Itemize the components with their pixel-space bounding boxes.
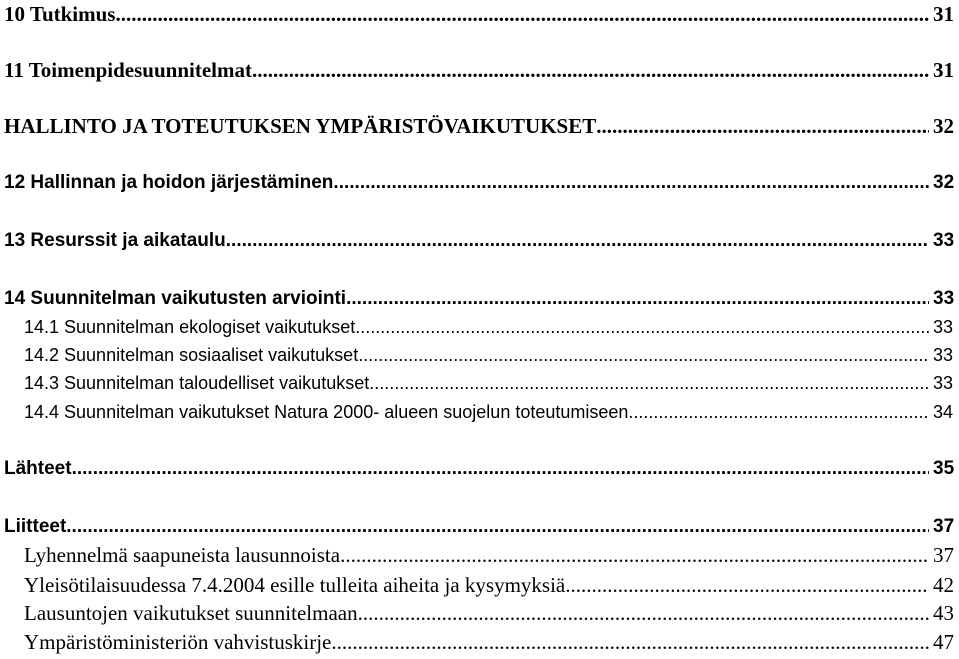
toc-entry-liitteet[interactable]: [4, 515, 959, 539]
toc-entry-page: 33: [933, 317, 954, 337]
toc-entry-title: 14.3 Suunnitelman taloudelliset vaikutukset: [24, 373, 370, 393]
dot-leader: [331, 630, 929, 654]
dot-leader: [628, 400, 929, 424]
toc-entry-page: 34: [933, 402, 954, 422]
toc-entry-natura-2000[interactable]: [24, 400, 959, 424]
dot-leader: [596, 114, 929, 138]
toc-entry-lausuntojen-vaikutukset[interactable]: [24, 601, 959, 625]
toc-entry-title: Lähteet: [4, 458, 72, 479]
toc-entry-title: 14.1 Suunnitelman ekologiset vaikutukset: [24, 317, 356, 337]
toc-entry-page: 32: [933, 114, 954, 138]
toc-entry-ekologiset[interactable]: [24, 315, 959, 339]
toc-entry-title: 13 Resurssit ja aikataulu: [4, 230, 226, 251]
dot-leader: [355, 315, 929, 339]
dot-leader: [565, 573, 929, 597]
toc-entry-vahvistuskirje[interactable]: [24, 630, 959, 654]
toc-entry-title: 14.4 Suunnitelman vaikutukset Natura 2000- alueen suojelun toteutumiseen: [24, 402, 629, 422]
toc-entry-tutkimus[interactable]: [4, 2, 959, 26]
toc-entry-page: 37: [933, 543, 954, 567]
dot-leader: [346, 287, 929, 311]
toc-entry-title: Lausuntojen vaikutukset suunnitelmaan: [24, 601, 358, 625]
toc-entry-title: 14.2 Suunnitelman sosiaaliset vaikutukset: [24, 345, 359, 365]
toc-entry-lyhennelma[interactable]: [24, 543, 959, 567]
toc-entry-hallinnan-jarjestaminen[interactable]: [4, 171, 959, 195]
toc-entry-page: 33: [933, 288, 955, 309]
toc-entry-page: 43: [933, 601, 954, 625]
toc-entry-page: 37: [933, 516, 955, 537]
toc-entry-title: Ympäristöministeriön vahvistuskirje: [24, 630, 332, 654]
dot-leader: [72, 457, 929, 481]
toc-entry-title: 12 Hallinnan ja hoidon järjestäminen: [4, 172, 334, 193]
dot-leader: [115, 2, 929, 26]
toc-entry-title: Yleisötilaisuudessa 7.4.2004 esille tulleita aiheita ja kysymyksiä: [24, 573, 566, 597]
toc-entry-lahteet[interactable]: [4, 457, 959, 481]
toc-entry-page: 33: [933, 345, 954, 365]
dot-leader: [369, 371, 929, 395]
toc-entry-title: Lyhennelmä saapuneista lausunnoista: [24, 543, 341, 567]
dot-leader: [333, 171, 929, 195]
toc-entry-page: 31: [933, 2, 954, 26]
toc-entry-vaikutusten-arviointi[interactable]: [4, 287, 959, 311]
toc-entry-hallinto[interactable]: [4, 114, 959, 138]
toc-entry-page: 42: [933, 573, 954, 597]
dot-leader: [358, 343, 929, 367]
dot-leader: [66, 515, 929, 539]
toc-entry-page: 33: [933, 373, 954, 393]
toc-entry-yleisotilaisuus[interactable]: [24, 573, 959, 597]
toc-entry-title: Liitteet: [4, 516, 67, 537]
toc-entry-page: 47: [933, 630, 954, 654]
dot-leader: [358, 601, 929, 625]
dot-leader: [340, 543, 929, 567]
dot-leader: [252, 58, 929, 82]
toc-entry-title: 11 Toimenpidesuunnitelmat: [4, 58, 252, 82]
toc-entry-sosiaaliset[interactable]: [24, 343, 959, 367]
toc-entry-page: 32: [933, 172, 955, 193]
toc-entry-page: 35: [933, 458, 955, 479]
toc-entry-title: 10 Tutkimus: [4, 2, 116, 26]
toc-entry-resurssit[interactable]: [4, 229, 959, 253]
toc-entry-title: 14 Suunnitelman vaikutusten arviointi: [4, 288, 347, 309]
toc-entry-taloudelliset[interactable]: [24, 371, 959, 395]
toc-entry-page: 31: [933, 58, 954, 82]
dot-leader: [226, 229, 929, 253]
toc-entry-toimenpidesuunnitelmat[interactable]: [4, 58, 959, 82]
toc-entry-page: 33: [933, 230, 955, 251]
toc-entry-title: HALLINTO JA TOTEUTUKSEN YMPÄRISTÖVAIKUTUKSET: [4, 114, 597, 138]
